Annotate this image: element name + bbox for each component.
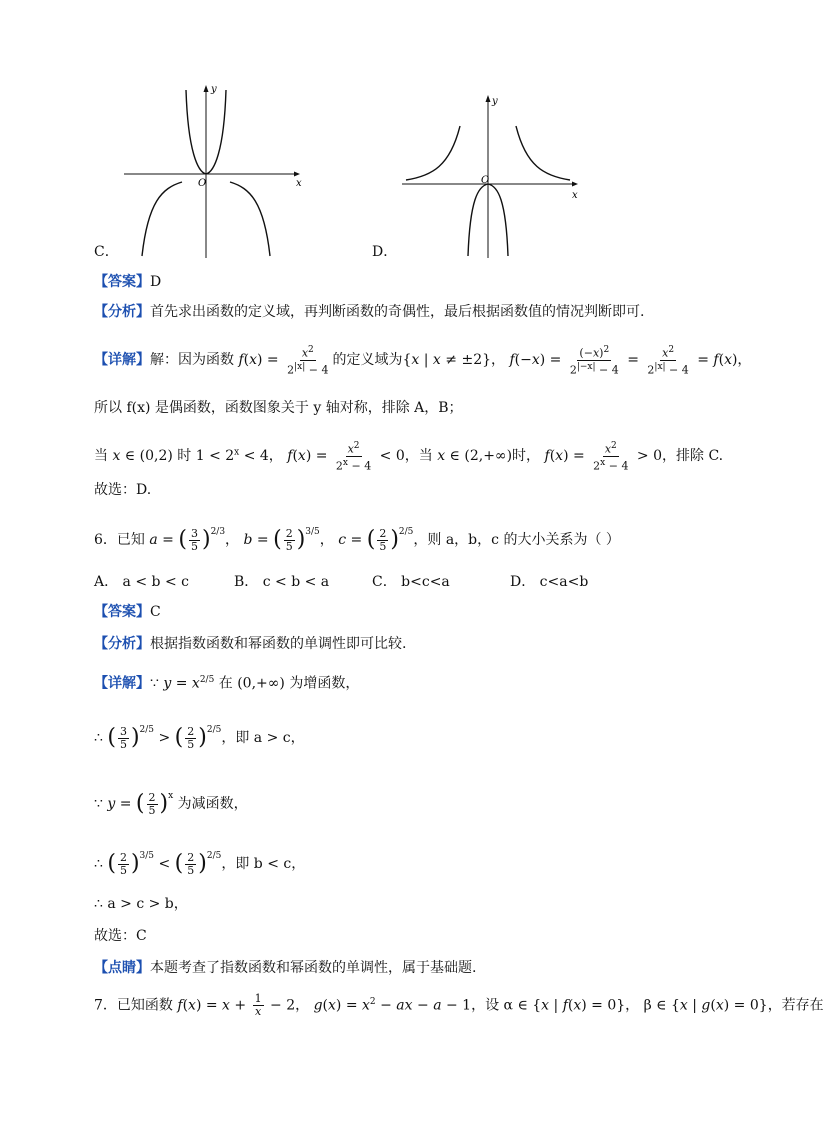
q7-stem-c: ，若存在 (767, 997, 824, 1014)
graph-d-origin-label: O (481, 175, 490, 186)
option-c-label: C． (94, 244, 119, 260)
q6-detail-3: ∵ y = ( $\frac{2}{5}$ )$^x$ 为减函数， (94, 790, 248, 817)
answer-tag: 【答案】 (94, 274, 150, 290)
q6-answer-tag: 【答案】 (94, 604, 150, 620)
q6-detail-2: ∴ ( $\frac{3}{5}$ )$^{2/5}$ > ( $\frac{2}{5}$ )$^{2/5}$，即 a > c， (94, 724, 305, 751)
q5-answer (94, 272, 161, 292)
q6-conclusion: 故选：C (94, 928, 147, 944)
q6-d2: ，即 a > c， (221, 730, 305, 746)
q6-d3: 为减函数， (177, 796, 248, 812)
q5-detail: 【详解】解：因为函数 f(x) = $\frac{x^2}{2^{|x|} - 4}$ 的定义域为{x | x ≠ ±2}， f(−x) = $\frac{(-x)^2}{2^{|-x|} - 4}$ = $\frac{x^2}{2^{|x|} - 4}$ = f(x)， (94, 345, 752, 377)
analysis-tag: 【分析】 (94, 304, 150, 320)
q6-d4: ，即 b < c， (221, 856, 306, 872)
q5-detail-intro: 解：因为函数 (150, 352, 234, 369)
graph-c-x-label: x (296, 178, 302, 189)
q6-comment-tag: 【点睛】 (94, 960, 150, 976)
q5-analysis-text: 首先求出函数的定义域，再判断函数的奇偶性，最后根据函数值的情况判断即可. (150, 304, 645, 320)
q6-comment (94, 958, 476, 978)
q6-analysis-text: 根据指数函数和幂函数的单调性即可比较. (150, 636, 407, 652)
q6-option-c: C． b<c<a (372, 574, 450, 590)
graph-d-y-label: y (492, 96, 498, 107)
q6-analysis-tag: 【分析】 (94, 636, 150, 652)
q5-line2: 所以 f(x) 是偶函数，函数图象关于 y 轴对称，排除 A，B； (94, 400, 463, 416)
q5-line3: 当 x ∈ (0,2) 时 $1 < 2^x < 4$， f(x) = $\frac{x^2}{2^x - 4}$ < 0，当 x ∈ (2,+∞)时， f(x) = $\frac{x^2}{2^x - 4}$ > 0，排除 C. (94, 441, 724, 473)
q6-answer-value: C (150, 604, 161, 620)
graph-c (120, 82, 310, 260)
q5-line3-a: 当 (94, 448, 108, 465)
q5-line3-e: ，排除 C. (662, 448, 724, 465)
q6-option-a: A． a < b < c (94, 574, 189, 590)
q6-detail-tag: 【详解】 (94, 675, 150, 692)
graph-c-y-label: y (211, 84, 217, 95)
q5-line3-c: ，当 (404, 448, 433, 465)
q6-answer (94, 602, 161, 622)
q5-line3-b: 时 (177, 448, 192, 465)
q7-stem-b: ，设 (471, 997, 500, 1014)
graph-d (398, 90, 588, 260)
q6-detail-5: ∴ a > c > b， (94, 896, 188, 912)
q6-detail-1: 【详解】∵ $y = x^{2/5}$ 在 (0,+∞) 为增函数， (94, 675, 360, 692)
q6-option-d: D． c<a<b (510, 574, 589, 590)
q7-stem-a: 7．已知函数 (94, 997, 173, 1014)
q5-detail-domain: 的定义域为 (332, 352, 403, 369)
option-d-label: D． (372, 244, 398, 260)
graph-c-origin-label: O (198, 178, 207, 189)
q6-stem-a: 6．已知 (94, 532, 145, 548)
detail-tag: 【详解】 (94, 352, 150, 369)
q7-stem: 7．已知函数 f(x) = x + $\frac{1}{x}$ − 2， $g(x) = x^2$ − ax − a − 1，设 α ∈ {x | f(x) = 0}， β ∈ {x | g(x) = 0}，若存在 (94, 992, 824, 1019)
q6-stem: 6．已知 a = ( $\frac{3}{5}$ )$^{2/3}$， b = ( $\frac{2}{5}$ )$^{3/5}$， c = ( $\frac{2}{5}$ )$^{2/5}$，则 a，b，c 的大小关系为（ ） (94, 526, 620, 553)
q6-option-b: B． c < b < a (234, 574, 330, 590)
q5-line3-d: 时， (512, 448, 541, 465)
q6-analysis (94, 634, 406, 654)
q6-stem-b: ，则 a，b，c 的大小关系为（ ） (413, 532, 620, 548)
graph-d-x-label: x (572, 190, 578, 201)
q5-answer-value: D (150, 274, 162, 290)
q6-comment-text: 本题考查了指数函数和幂函数的单调性，属于基础题. (150, 960, 477, 976)
q6-detail-4: ∴ ( $\frac{2}{5}$ )$^{3/5}$ < ( $\frac{2}{5}$ )$^{2/5}$，即 b < c， (94, 850, 306, 877)
q6-d1: 为增函数， (289, 675, 360, 692)
q5-conclusion: 故选：D. (94, 482, 152, 498)
q5-analysis (94, 302, 644, 322)
